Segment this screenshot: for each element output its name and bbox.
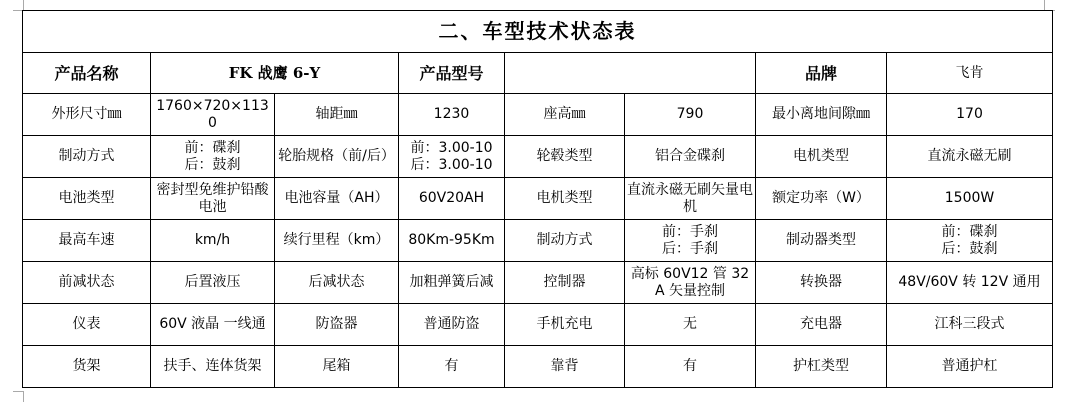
spec-row	[23, 94, 1053, 136]
spec-value: 铝合金碟刹	[625, 136, 756, 178]
spec-value: 前：3.00-10 后：3.00-10	[399, 136, 505, 178]
spec-label: 货架	[23, 346, 151, 388]
spec-label: 后减状态	[275, 262, 399, 304]
spec-value: 有	[625, 346, 756, 388]
spec-value: 60V 液晶 一线通	[151, 304, 275, 346]
spec-label: 外形尺寸㎜	[23, 94, 151, 136]
brand-value: 飞肯	[887, 53, 1053, 94]
product-name-value: FK 战鹰 6-Y	[151, 53, 399, 94]
spec-value: 高标 60V12 管 32A 矢量控制	[625, 262, 756, 304]
spec-label: 续行里程（km）	[275, 220, 399, 262]
spec-label: 最小离地间隙㎜	[756, 94, 887, 136]
spec-value: 密封型免维护铅酸电池	[151, 178, 275, 220]
spec-value: 48V/60V 转 12V 通用	[887, 262, 1053, 304]
brand-label: 品牌	[756, 53, 887, 94]
spec-label: 护杠类型	[756, 346, 887, 388]
spec-row	[23, 136, 1053, 178]
product-model-value	[505, 53, 756, 94]
spec-label: 前减状态	[23, 262, 151, 304]
spec-label: 轮毂类型	[505, 136, 625, 178]
spec-row	[23, 346, 1053, 388]
spec-value: 无	[625, 304, 756, 346]
spec-value: 1760×720×1130	[151, 94, 275, 136]
spec-label: 仪表	[23, 304, 151, 346]
spec-value: km/h	[151, 220, 275, 262]
spec-value: 加粗弹簧后减	[399, 262, 505, 304]
spec-label: 尾箱	[275, 346, 399, 388]
spec-value: 1500W	[887, 178, 1053, 220]
spec-label: 轴距㎜	[275, 94, 399, 136]
tech-status-table	[22, 10, 1053, 388]
corner-mark-bottom-left	[13, 391, 24, 402]
spec-value: 后置液压	[151, 262, 275, 304]
spec-label: 电池类型	[23, 178, 151, 220]
spec-value: 前：手刹 后：手刹	[625, 220, 756, 262]
spec-label: 转换器	[756, 262, 887, 304]
header-row	[23, 53, 1053, 94]
spec-row	[23, 178, 1053, 220]
spec-label: 座高㎜	[505, 94, 625, 136]
product-model-label: 产品型号	[399, 53, 505, 94]
spec-row	[23, 220, 1053, 262]
spec-row	[23, 262, 1053, 304]
spec-label: 最高车速	[23, 220, 151, 262]
spec-label: 制动方式	[505, 220, 625, 262]
spec-label: 防盗器	[275, 304, 399, 346]
spec-label: 靠背	[505, 346, 625, 388]
spec-value: 有	[399, 346, 505, 388]
spec-label: 轮胎规格（前/后）	[275, 136, 399, 178]
spec-value: 直流永磁无刷	[887, 136, 1053, 178]
product-name-label: 产品名称	[23, 53, 151, 94]
spec-label: 电机类型	[505, 178, 625, 220]
spec-label: 手机充电	[505, 304, 625, 346]
spec-value: 170	[887, 94, 1053, 136]
spec-value: 江科三段式	[887, 304, 1053, 346]
spec-label: 控制器	[505, 262, 625, 304]
spec-label: 电池容量（AH）	[275, 178, 399, 220]
spec-value: 普通防盗	[399, 304, 505, 346]
spec-label: 充电器	[756, 304, 887, 346]
spec-label: 额定功率（W）	[756, 178, 887, 220]
spec-label: 电机类型	[756, 136, 887, 178]
spec-value: 前：碟刹 后：鼓刹	[151, 136, 275, 178]
spec-value: 普通护杠	[887, 346, 1053, 388]
spec-value: 80Km-95Km	[399, 220, 505, 262]
spec-value: 60V20AH	[399, 178, 505, 220]
spec-value: 1230	[399, 94, 505, 136]
spec-value: 790	[625, 94, 756, 136]
spec-row	[23, 304, 1053, 346]
spec-value: 前：碟刹 后：鼓刹	[887, 220, 1053, 262]
table-title: 二、车型技术状态表	[23, 11, 1053, 53]
spec-value: 直流永磁无刷矢量电机	[625, 178, 756, 220]
spec-label: 制动方式	[23, 136, 151, 178]
spec-value: 扶手、连体货架	[151, 346, 275, 388]
spec-label: 制动器类型	[756, 220, 887, 262]
